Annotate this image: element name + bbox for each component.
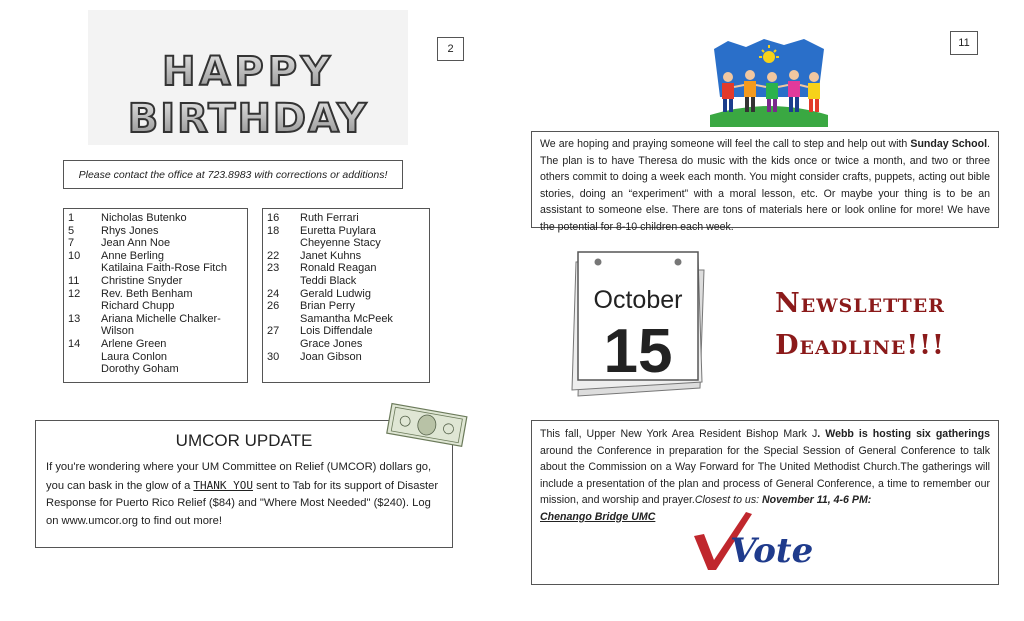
birthday-day: 13: [68, 312, 81, 325]
svg-text:BIRTHDAY: BIRTHDAY: [127, 96, 369, 142]
deadline-line-2: Deadline!!!: [775, 330, 945, 361]
birthday-row: [68, 288, 243, 301]
birthday-name: Katilaina Faith-Rose Fitch: [101, 262, 227, 275]
birthday-name: Nicholas Butenko: [101, 212, 187, 224]
birthday-row: [68, 225, 243, 238]
birthday-day: 10: [68, 249, 81, 262]
page-number: 11: [950, 31, 978, 55]
birthday-name: Dorothy Goham: [101, 363, 179, 376]
birthday-row: [267, 275, 425, 288]
birthday-day: 24: [267, 287, 280, 300]
birthday-row: [68, 237, 243, 250]
birthday-name: Richard Chupp: [101, 300, 175, 313]
calendar-graphic: [568, 248, 713, 398]
birthday-name: Arlene Green: [101, 337, 167, 350]
birthday-day: 11: [68, 274, 80, 287]
birthday-day: [68, 262, 101, 275]
birthday-row: [267, 225, 425, 238]
birthday-name: Janet Kuhns: [300, 249, 362, 262]
happy-birthday-graphic: [88, 10, 408, 145]
birthday-row: [68, 363, 243, 376]
deadline-line-1: Newsletter: [775, 288, 945, 319]
thank-you-text: THANK YOU: [193, 478, 254, 492]
birthday-day: 30: [267, 350, 280, 363]
umcor-title: UMCOR UPDATE: [175, 431, 313, 450]
birthday-row: [68, 262, 243, 275]
birthday-day: [68, 351, 101, 364]
birthday-row: [267, 237, 425, 250]
birthday-name: Ariana Michelle Chalker-: [101, 312, 221, 325]
dollar-bill-image: [383, 400, 471, 448]
birthday-day: 23: [267, 262, 280, 275]
birthday-list-column-1: [63, 208, 248, 383]
birthday-name: Brian Perry: [300, 300, 356, 313]
birthday-row: [267, 288, 425, 301]
birthday-row: [267, 250, 425, 263]
birthday-name: Ronald Reagan: [300, 262, 377, 275]
calendar-month: October: [593, 286, 683, 314]
birthday-row: [68, 275, 243, 288]
location-link: Chenango Bridge UMC: [540, 510, 656, 523]
birthday-name: Cheyenne Stacy: [300, 237, 381, 250]
birthday-day: [267, 237, 300, 250]
birthday-name: Rhys Jones: [101, 224, 159, 237]
birthday-row: [68, 325, 243, 338]
birthday-row: [267, 325, 425, 338]
svg-text:HAPPY: HAPPY: [161, 49, 335, 95]
birthday-name: Christine Snyder: [101, 274, 183, 287]
birthday-name: Rev. Beth Benham: [101, 287, 193, 300]
children-clipart: [706, 37, 832, 133]
birthday-row: [267, 313, 425, 326]
birthday-day: [267, 313, 300, 326]
birthday-day: 12: [68, 287, 81, 300]
birthday-day: [68, 363, 101, 376]
birthday-name: Euretta Puylara: [300, 224, 376, 237]
contact-note: Please contact the office at 723.8983 with corrections or additions!: [63, 160, 403, 189]
birthday-row: [68, 313, 243, 326]
birthday-row: [267, 338, 425, 351]
birthday-name: Laura Conlon: [101, 350, 168, 363]
birthday-day: 27: [267, 325, 280, 338]
birthday-name: Gerald Ludwig: [300, 287, 371, 300]
birthday-list-column-2: [262, 208, 430, 383]
page-number: 2: [437, 37, 464, 61]
birthday-day: 5: [68, 224, 75, 237]
birthday-day: 14: [68, 337, 81, 350]
birthday-day: [68, 325, 101, 338]
happy-birthday-banner: [88, 10, 408, 145]
birthday-day: 1: [68, 212, 75, 224]
birthday-name: Jean Ann Noe: [101, 237, 171, 250]
birthday-name: Wilson: [101, 325, 135, 338]
birthday-name: Lois Diffendale: [300, 325, 373, 338]
birthday-row: [68, 300, 243, 313]
sunday-school-box: We are hoping and praying someone will feel the call to step and help out with Sunday School. The plan is to have Theresa do music with the kids once or twice a month, and two or three others commit to doing a week each month. You might consider crafts, puppets, acting out bible stories, doing an “experiment” with a moral lesson, etc. Or maybe your thing is to be an assistant to someone else. There are tons of materials here or look online for more! We have the potential for 8-10 children each week.: [531, 131, 999, 228]
birthday-day: [267, 338, 300, 351]
birthday-day: 7: [68, 237, 75, 250]
birthday-day: 16: [267, 212, 280, 224]
vote-graphic: [690, 510, 830, 572]
birthday-row: [68, 351, 243, 364]
birthday-row: [267, 212, 425, 225]
birthday-row: [68, 212, 243, 225]
birthday-name: Grace Jones: [300, 337, 363, 350]
birthday-name: Anne Berling: [101, 249, 164, 262]
calendar-day: 15: [603, 317, 673, 386]
gatherings-box: This fall, Upper New York Area Resident Bishop Mark J. Webb is hosting six gatherings around the Conference in preparation for the Special Session of General Conference to talk about the Commission on a Way Forward for The United Methodist Church.The gatherings will include a presentation of the plan and process of General Conference, a time to remember our mission, and worship and prayer.Closest to us: November 11, 4-6 PM: Chenango Bridge UMC: [531, 420, 999, 585]
birthday-name: Ruth Ferrari: [300, 212, 359, 224]
birthday-row: [267, 262, 425, 275]
birthday-day: 26: [267, 300, 280, 313]
birthday-name: Teddi Black: [300, 274, 357, 287]
birthday-row: [267, 351, 425, 364]
birthday-day: [68, 300, 101, 313]
sunday-school-bold: Sunday School: [910, 138, 988, 150]
birthday-row: [267, 300, 425, 313]
birthday-row: [68, 338, 243, 351]
birthday-name: Samantha McPeek: [300, 312, 393, 325]
umcor-text: If you're wondering where your UM Committee on Relief (UMCOR) dollars go, you can bask in the glow of a THANK YOU sent to Tab for its support of Disaster Response for Puerto Rico Relief ($84) and "Where Most Needed" ($240). Log on www.umcor.org to find out more!: [46, 461, 439, 527]
birthday-row: [68, 250, 243, 263]
vote-word: Vote: [730, 531, 814, 571]
birthday-name: Joan Gibson: [300, 350, 362, 363]
birthday-day: 22: [267, 249, 280, 262]
birthday-day: [267, 275, 300, 288]
newsletter-deadline-heading: [740, 283, 980, 367]
birthday-day: 18: [267, 224, 280, 237]
